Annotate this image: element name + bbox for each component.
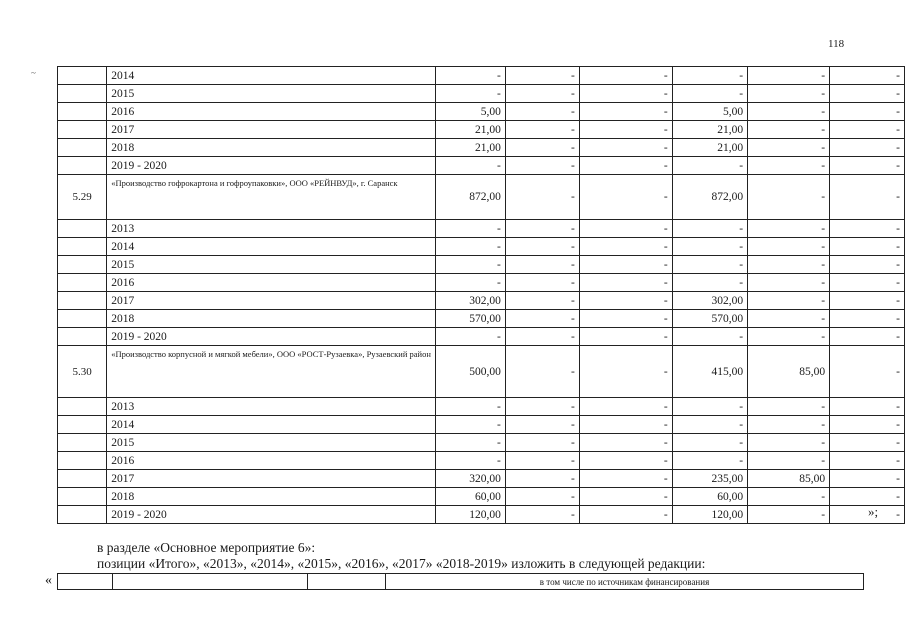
year-cell: 2015	[107, 434, 436, 452]
year-row	[58, 416, 905, 434]
value-cell-6: -	[830, 274, 905, 292]
value-cell-6: -	[830, 292, 905, 310]
value-cell-5: -	[748, 238, 830, 256]
value-cell-4: -	[672, 434, 747, 452]
year-cell: 2019 - 2020	[107, 157, 436, 175]
value-cell-4: 302,00	[672, 292, 747, 310]
item-number-cell	[58, 256, 107, 274]
value-cell-2: -	[505, 220, 579, 238]
item-number-cell	[58, 470, 107, 488]
value-cell-5: -	[748, 274, 830, 292]
value-cell-5: -	[748, 175, 830, 220]
value-cell-3: -	[579, 292, 672, 310]
year-row	[58, 292, 905, 310]
value-cell-6: -	[830, 157, 905, 175]
value-cell-5: -	[748, 506, 830, 524]
value-cell-1: 120,00	[435, 506, 505, 524]
year-cell: 2013	[107, 220, 436, 238]
value-cell-3: -	[579, 488, 672, 506]
value-cell-1: 21,00	[435, 139, 505, 157]
year-row	[58, 398, 905, 416]
year-cell: 2017	[107, 470, 436, 488]
value-cell-4: 21,00	[672, 139, 747, 157]
value-cell-2: -	[505, 157, 579, 175]
new-edition-table	[57, 573, 864, 590]
year-cell: 2018	[107, 310, 436, 328]
value-cell-3: -	[579, 470, 672, 488]
value-cell-5: -	[748, 220, 830, 238]
item-number-cell	[58, 121, 107, 139]
value-cell-2: -	[505, 398, 579, 416]
year-cell: 2014	[107, 416, 436, 434]
value-cell-5: -	[748, 139, 830, 157]
value-cell-4: -	[672, 85, 747, 103]
value-cell-2: -	[505, 103, 579, 121]
value-cell-4: -	[672, 67, 747, 85]
item-number-cell	[58, 139, 107, 157]
value-cell-3: -	[579, 67, 672, 85]
item-number-cell	[58, 274, 107, 292]
item-number-cell	[58, 310, 107, 328]
value-cell-2: -	[505, 67, 579, 85]
value-cell-3: -	[579, 238, 672, 256]
paragraph-section: в разделе «Основное мероприятие 6»:	[97, 540, 316, 555]
value-cell-4: -	[672, 157, 747, 175]
value-cell-1: 320,00	[435, 470, 505, 488]
value-cell-1: -	[435, 274, 505, 292]
item-number-cell: 5.29	[58, 175, 107, 220]
scan-mark: ~	[31, 68, 36, 78]
value-cell-1: -	[435, 434, 505, 452]
value-cell-4: -	[672, 238, 747, 256]
value-cell-4: -	[672, 452, 747, 470]
year-row	[58, 238, 905, 256]
value-cell-1: -	[435, 238, 505, 256]
value-cell-1: -	[435, 67, 505, 85]
paragraph-positions: позиции «Итого», «2013», «2014», «2015», «2016», «2017» «2018-2019» изложить в следующей редакции:	[97, 556, 706, 571]
year-row	[58, 139, 905, 157]
value-cell-6: -	[830, 346, 905, 398]
value-cell-2: -	[505, 470, 579, 488]
value-cell-6: -	[830, 175, 905, 220]
empty-cell	[113, 574, 308, 590]
value-cell-5: -	[748, 416, 830, 434]
value-cell-2: -	[505, 310, 579, 328]
value-cell-5: -	[748, 85, 830, 103]
value-cell-4: 5,00	[672, 103, 747, 121]
value-cell-2: -	[505, 416, 579, 434]
value-cell-5: -	[748, 452, 830, 470]
value-cell-3: -	[579, 274, 672, 292]
year-row	[58, 274, 905, 292]
value-cell-4: 120,00	[672, 506, 747, 524]
value-cell-3: -	[579, 398, 672, 416]
item-number-cell	[58, 452, 107, 470]
value-cell-1: -	[435, 85, 505, 103]
year-cell: 2013	[107, 398, 436, 416]
year-row	[58, 452, 905, 470]
value-cell-2: -	[505, 121, 579, 139]
value-cell-6: -	[830, 310, 905, 328]
value-cell-1: -	[435, 328, 505, 346]
year-cell: 2016	[107, 452, 436, 470]
value-cell-1: 302,00	[435, 292, 505, 310]
value-cell-6: -	[830, 434, 905, 452]
year-row	[58, 488, 905, 506]
value-cell-3: -	[579, 346, 672, 398]
year-cell: 2014	[107, 67, 436, 85]
value-cell-5: -	[748, 103, 830, 121]
value-cell-6: -	[830, 452, 905, 470]
new-edition-header-row	[58, 574, 864, 590]
value-cell-2: -	[505, 85, 579, 103]
value-cell-1: 500,00	[435, 346, 505, 398]
item-number-cell	[58, 220, 107, 238]
value-cell-2: -	[505, 434, 579, 452]
value-cell-6: -	[830, 506, 905, 524]
value-cell-6: -	[830, 470, 905, 488]
item-number-cell	[58, 238, 107, 256]
value-cell-4: 21,00	[672, 121, 747, 139]
closing-quote: »;	[868, 504, 879, 519]
year-cell: 2019 - 2020	[107, 506, 436, 524]
item-number-cell	[58, 67, 107, 85]
value-cell-6: -	[830, 398, 905, 416]
value-cell-3: -	[579, 328, 672, 346]
item-number-cell	[58, 328, 107, 346]
value-cell-4: -	[672, 256, 747, 274]
financing-sources-header: в том числе по источникам финансирования	[386, 574, 864, 590]
value-cell-6: -	[830, 220, 905, 238]
value-cell-5: -	[748, 398, 830, 416]
value-cell-3: -	[579, 103, 672, 121]
year-row	[58, 220, 905, 238]
year-cell: 2016	[107, 274, 436, 292]
item-number-cell	[58, 506, 107, 524]
year-row	[58, 157, 905, 175]
year-row	[58, 328, 905, 346]
value-cell-1: -	[435, 157, 505, 175]
year-row	[58, 85, 905, 103]
value-cell-6: -	[830, 85, 905, 103]
value-cell-6: -	[830, 416, 905, 434]
year-row	[58, 506, 905, 524]
value-cell-5: -	[748, 328, 830, 346]
value-cell-1: -	[435, 256, 505, 274]
item-number-cell	[58, 416, 107, 434]
value-cell-5: -	[748, 434, 830, 452]
year-cell: 2017	[107, 121, 436, 139]
value-cell-3: -	[579, 139, 672, 157]
value-cell-1: -	[435, 220, 505, 238]
item-number-cell	[58, 292, 107, 310]
item-number-cell	[58, 398, 107, 416]
value-cell-3: -	[579, 121, 672, 139]
value-cell-2: -	[505, 488, 579, 506]
value-cell-4: 235,00	[672, 470, 747, 488]
project-name-cell: «Производство гофрокартона и гофроупаковки», ООО «РЕЙНВУД», г. Саранск	[107, 175, 436, 220]
year-row	[58, 470, 905, 488]
value-cell-4: 415,00	[672, 346, 747, 398]
value-cell-2: -	[505, 175, 579, 220]
value-cell-1: -	[435, 398, 505, 416]
item-number-cell	[58, 85, 107, 103]
value-cell-4: -	[672, 274, 747, 292]
value-cell-5: -	[748, 488, 830, 506]
year-cell: 2017	[107, 292, 436, 310]
value-cell-1: 5,00	[435, 103, 505, 121]
item-number-cell	[58, 103, 107, 121]
page-number: 118	[828, 38, 845, 50]
value-cell-2: -	[505, 139, 579, 157]
value-cell-4: -	[672, 416, 747, 434]
value-cell-5: -	[748, 121, 830, 139]
year-cell: 2018	[107, 488, 436, 506]
value-cell-2: -	[505, 506, 579, 524]
item-number-cell	[58, 157, 107, 175]
item-number-cell	[58, 434, 107, 452]
value-cell-2: -	[505, 452, 579, 470]
value-cell-6: -	[830, 488, 905, 506]
value-cell-3: -	[579, 310, 672, 328]
value-cell-2: -	[505, 292, 579, 310]
value-cell-1: -	[435, 452, 505, 470]
value-cell-6: -	[830, 67, 905, 85]
project-name-cell: «Производство корпусной и мягкой мебели», ООО «РОСТ-Рузаевка», Рузаевский район	[107, 346, 436, 398]
value-cell-3: -	[579, 85, 672, 103]
value-cell-6: -	[830, 256, 905, 274]
year-row	[58, 310, 905, 328]
value-cell-2: -	[505, 346, 579, 398]
value-cell-3: -	[579, 434, 672, 452]
value-cell-1: -	[435, 416, 505, 434]
value-cell-3: -	[579, 157, 672, 175]
value-cell-5: -	[748, 157, 830, 175]
value-cell-1: 21,00	[435, 121, 505, 139]
year-row	[58, 103, 905, 121]
value-cell-6: -	[830, 103, 905, 121]
value-cell-4: -	[672, 398, 747, 416]
year-cell: 2015	[107, 256, 436, 274]
project-row	[58, 346, 905, 398]
value-cell-4: 60,00	[672, 488, 747, 506]
value-cell-5: 85,00	[748, 346, 830, 398]
value-cell-4: -	[672, 328, 747, 346]
value-cell-2: -	[505, 328, 579, 346]
value-cell-2: -	[505, 238, 579, 256]
financing-table	[57, 66, 905, 524]
value-cell-6: -	[830, 121, 905, 139]
year-cell: 2014	[107, 238, 436, 256]
value-cell-6: -	[830, 328, 905, 346]
item-number-cell: 5.30	[58, 346, 107, 398]
project-row	[58, 175, 905, 220]
value-cell-3: -	[579, 256, 672, 274]
year-row	[58, 434, 905, 452]
value-cell-5: -	[748, 67, 830, 85]
value-cell-5: -	[748, 310, 830, 328]
value-cell-5: -	[748, 256, 830, 274]
year-cell: 2018	[107, 139, 436, 157]
value-cell-1: 570,00	[435, 310, 505, 328]
opening-quote: «	[45, 573, 52, 588]
value-cell-3: -	[579, 220, 672, 238]
value-cell-5: -	[748, 292, 830, 310]
value-cell-3: -	[579, 416, 672, 434]
value-cell-5: 85,00	[748, 470, 830, 488]
year-cell: 2019 - 2020	[107, 328, 436, 346]
empty-cell	[58, 574, 113, 590]
value-cell-4: 872,00	[672, 175, 747, 220]
value-cell-3: -	[579, 452, 672, 470]
value-cell-1: 60,00	[435, 488, 505, 506]
value-cell-6: -	[830, 139, 905, 157]
value-cell-4: 570,00	[672, 310, 747, 328]
value-cell-2: -	[505, 274, 579, 292]
year-row	[58, 67, 905, 85]
year-cell: 2015	[107, 85, 436, 103]
value-cell-2: -	[505, 256, 579, 274]
value-cell-3: -	[579, 175, 672, 220]
year-cell: 2016	[107, 103, 436, 121]
value-cell-1: 872,00	[435, 175, 505, 220]
value-cell-6: -	[830, 238, 905, 256]
year-row	[58, 256, 905, 274]
item-number-cell	[58, 488, 107, 506]
year-row	[58, 121, 905, 139]
value-cell-3: -	[579, 506, 672, 524]
value-cell-4: -	[672, 220, 747, 238]
empty-cell	[308, 574, 386, 590]
